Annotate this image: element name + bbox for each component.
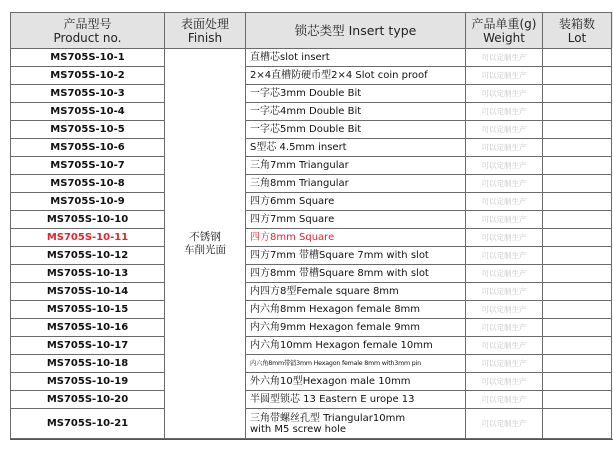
- insert-type-cell: 内六角8mm带销3mm Hexagon female 8mm with3mm pin: [246, 355, 466, 373]
- lot-cell: [543, 67, 612, 85]
- insert-type-cell: 四方8mm Square: [246, 229, 466, 247]
- product-no-cell: MS705S-10-11: [11, 229, 165, 247]
- insert-type-cell: 三角8mm Triangular: [246, 175, 466, 193]
- table-row: [11, 301, 612, 319]
- weight-cell: 可以定制生产: [466, 49, 543, 67]
- weight-cell: 可以定制生产: [466, 121, 543, 139]
- weight-cell: 可以定制生产: [466, 211, 543, 229]
- lot-cell: [543, 193, 612, 211]
- product-no-cell: MS705S-10-7: [11, 157, 165, 175]
- table-row: [11, 103, 612, 121]
- lot-header-zh: 装箱数: [558, 16, 595, 31]
- lot-cell: [543, 139, 612, 157]
- weight-cell: 可以定制生产: [466, 193, 543, 211]
- product-no-cell: MS705S-10-5: [11, 121, 165, 139]
- weight-header-en: Weight: [483, 30, 525, 45]
- lot-cell: [543, 283, 612, 301]
- lot-cell: [543, 337, 612, 355]
- lot-cell: [543, 301, 612, 319]
- table-row: [11, 67, 612, 85]
- product-no-cell: MS705S-10-20: [11, 391, 165, 409]
- insert-type-cell: 一字芯5mm Double Bit: [246, 121, 466, 139]
- product-no-cell: MS705S-10-9: [11, 193, 165, 211]
- weight-cell: 可以定制生产: [466, 139, 543, 157]
- weight-cell: 可以定制生产: [466, 283, 543, 301]
- insert-type-cell: 内四方8型Female square 8mm: [246, 283, 466, 301]
- lot-cell: [543, 85, 612, 103]
- table-row: [11, 85, 612, 103]
- table-row: [11, 373, 612, 391]
- lot-header: [543, 13, 612, 49]
- lot-cell: [543, 409, 612, 439]
- table-row: [11, 49, 612, 67]
- finish-text: 不锈钢 车削光面: [184, 230, 226, 256]
- insert-type-cell: 三角7mm Triangular: [246, 157, 466, 175]
- insert-type-cell: 直槽芯slot insert: [246, 49, 466, 67]
- insert-type-cell: 内六角8mm Hexagon female 8mm: [246, 301, 466, 319]
- weight-cell: 可以定制生产: [466, 247, 543, 265]
- product-table: [10, 12, 612, 439]
- lot-cell: [543, 265, 612, 283]
- lot-cell: [543, 157, 612, 175]
- product-no-header-zh: 产品型号: [63, 16, 112, 31]
- insert-type-cell: 内六角10mm Hexagon female 10mm: [246, 337, 466, 355]
- insert-type-cell: 内六角9mm Hexagon female 9mm: [246, 319, 466, 337]
- table-row: [11, 337, 612, 355]
- insert-type-cell: 半圆型锁芯 13 Eastern E urope 13: [246, 391, 466, 409]
- insert-type-header: 锁芯类型 Insert type: [246, 13, 466, 49]
- weight-cell: 可以定制生产: [466, 175, 543, 193]
- table-row: [11, 265, 612, 283]
- product-no-cell: MS705S-10-6: [11, 139, 165, 157]
- product-no-cell: MS705S-10-14: [11, 283, 165, 301]
- weight-cell: 可以定制生产: [466, 157, 543, 175]
- finish-header-en: Finish: [187, 30, 223, 45]
- table-row: [11, 175, 612, 193]
- table-row: [11, 247, 612, 265]
- product-no-cell: MS705S-10-1: [11, 49, 165, 67]
- table-row: [11, 283, 612, 301]
- lot-cell: [543, 211, 612, 229]
- weight-cell: 可以定制生产: [466, 373, 543, 391]
- table-body: [11, 49, 612, 439]
- product-no-cell: MS705S-10-12: [11, 247, 165, 265]
- lot-cell: [543, 391, 612, 409]
- table-row: [11, 211, 612, 229]
- lot-cell: [543, 319, 612, 337]
- insert-type-cell: 三角带螺丝孔型 Triangular10mm with M5 screw hole: [246, 409, 466, 439]
- product-no-cell: MS705S-10-8: [11, 175, 165, 193]
- finish-header: [165, 13, 246, 49]
- weight-cell: 可以定制生产: [466, 265, 543, 283]
- insert-type-cell: 四方7mm Square: [246, 211, 466, 229]
- insert-type-cell: 四方8mm 带槽Square 8mm with slot: [246, 265, 466, 283]
- weight-header: [466, 13, 543, 49]
- product-no-cell: MS705S-10-16: [11, 319, 165, 337]
- finish-cell: [165, 49, 246, 439]
- insert-type-cell: 一字芯3mm Double Bit: [246, 85, 466, 103]
- lot-cell: [543, 175, 612, 193]
- product-no-cell: MS705S-10-19: [11, 373, 165, 391]
- product-no-cell: MS705S-10-13: [11, 265, 165, 283]
- product-no-cell: MS705S-10-3: [11, 85, 165, 103]
- product-no-cell: MS705S-10-2: [11, 67, 165, 85]
- weight-cell: 可以定制生产: [466, 355, 543, 373]
- table-row: [11, 157, 612, 175]
- lot-cell: [543, 121, 612, 139]
- bottom-divider: [10, 439, 613, 440]
- finish-header-zh: 表面处理: [180, 16, 229, 31]
- insert-type-cell: 一字芯4mm Double Bit: [246, 103, 466, 121]
- product-no-cell: MS705S-10-18: [11, 355, 165, 373]
- table-row: [11, 355, 612, 373]
- product-no-header-en: Product no.: [53, 30, 122, 45]
- lot-cell: [543, 229, 612, 247]
- product-no-header: [11, 13, 165, 49]
- weight-cell: 可以定制生产: [466, 103, 543, 121]
- lot-cell: [543, 49, 612, 67]
- insert-type-cell: S型芯 4.5mm insert: [246, 139, 466, 157]
- insert-type-cell: 外六角10型Hexagon male 10mm: [246, 373, 466, 391]
- product-no-cell: MS705S-10-15: [11, 301, 165, 319]
- weight-header-zh: 产品单重(g): [471, 16, 537, 31]
- weight-cell: 可以定制生产: [466, 409, 543, 439]
- product-no-cell: MS705S-10-10: [11, 211, 165, 229]
- product-no-cell: MS705S-10-4: [11, 103, 165, 121]
- weight-cell: 可以定制生产: [466, 67, 543, 85]
- weight-cell: 可以定制生产: [466, 391, 543, 409]
- weight-cell: 可以定制生产: [466, 337, 543, 355]
- lot-header-en: Lot: [567, 30, 587, 45]
- product-no-cell: MS705S-10-17: [11, 337, 165, 355]
- table-row: [11, 391, 612, 409]
- weight-cell: 可以定制生产: [466, 229, 543, 247]
- table-row: [11, 319, 612, 337]
- insert-type-cell: 四方6mm Square: [246, 193, 466, 211]
- weight-cell: 可以定制生产: [466, 85, 543, 103]
- table-row: [11, 193, 612, 211]
- lot-cell: [543, 373, 612, 391]
- lot-cell: [543, 247, 612, 265]
- weight-cell: 可以定制生产: [466, 319, 543, 337]
- table-row: [11, 409, 612, 439]
- insert-type-cell: 四方7mm 带槽Square 7mm with slot: [246, 247, 466, 265]
- weight-cell: 可以定制生产: [466, 301, 543, 319]
- product-no-cell: MS705S-10-21: [11, 409, 165, 439]
- insert-type-cell: 2×4直槽防硬币型2×4 Slot coin proof: [246, 67, 466, 85]
- table-row: [11, 121, 612, 139]
- header-row: [11, 13, 612, 49]
- lot-cell: [543, 355, 612, 373]
- lot-cell: [543, 103, 612, 121]
- table-row: [11, 229, 612, 247]
- table-row: [11, 139, 612, 157]
